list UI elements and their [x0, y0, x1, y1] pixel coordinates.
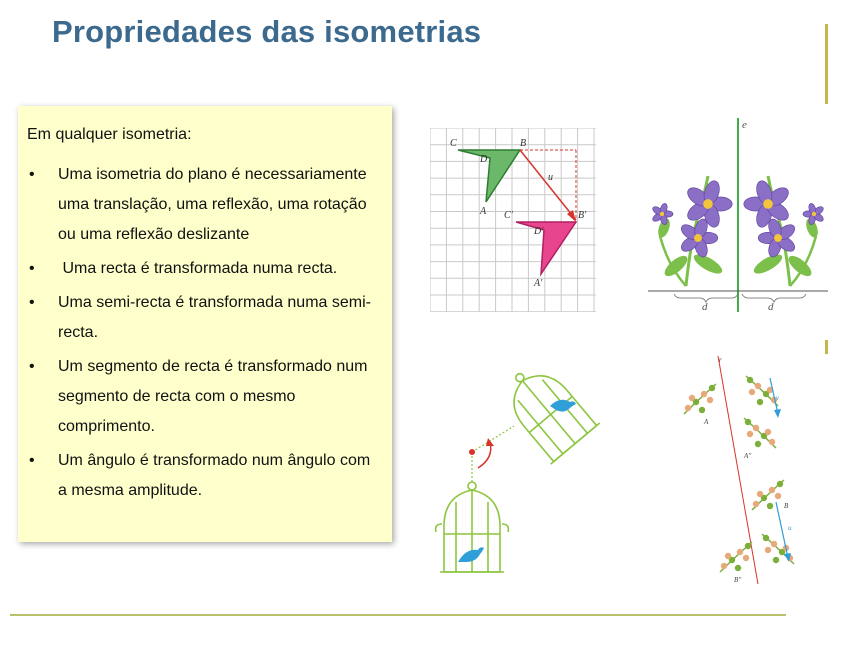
- flower-right: [744, 176, 825, 286]
- bullet-text: Um ângulo é transformado num ângulo com a mesma amplitude.: [58, 452, 371, 499]
- original-triangle: [458, 150, 520, 202]
- bullet-icon: •: [29, 358, 35, 375]
- flower-sprig: [720, 542, 752, 572]
- label-c: C: [450, 138, 457, 149]
- label-u: u: [788, 524, 792, 532]
- list-item: [18, 254, 392, 284]
- translation-figure: [430, 128, 596, 312]
- rotated-cage: [493, 356, 600, 464]
- list-item: [18, 352, 392, 442]
- bullet-text: Uma isometria do plano é necessariamente uma translação, uma reflexão, uma rotação ou uma reflexão deslizante: [58, 166, 367, 243]
- properties-box: [18, 106, 392, 542]
- label-d-prime: D': [534, 226, 544, 237]
- label-u: u: [548, 172, 553, 183]
- bullet-text: Uma recta é transformada numa recta.: [58, 260, 338, 277]
- label-c-prime: C': [504, 210, 513, 221]
- label-v: v: [776, 394, 780, 402]
- label-axis-e: e: [742, 119, 747, 131]
- rotation-figure: [432, 356, 608, 580]
- bottom-rule: [10, 614, 786, 616]
- bullet-text: Uma semi-recta é transformada numa semi-recta.: [58, 294, 371, 341]
- image-triangle: [516, 222, 576, 274]
- page-title: Propriedades das isometrias: [52, 14, 482, 49]
- bird-icon: [550, 400, 576, 412]
- label-b: B: [784, 502, 789, 510]
- label-a-prime: A': [534, 278, 543, 289]
- label-a: A: [704, 418, 709, 426]
- distance-brace: [742, 294, 806, 302]
- label-d-right: d: [768, 301, 774, 313]
- bullet-text: Um segmento de recta é transformado num segmento de recta com o mesmo comprimento.: [58, 358, 368, 435]
- accent-bar: [825, 24, 828, 104]
- flower-left: [651, 176, 732, 286]
- bullet-icon: •: [29, 452, 35, 469]
- label-d: D: [480, 154, 488, 165]
- flower-sprig: [744, 418, 776, 448]
- bullet-icon: •: [29, 260, 35, 277]
- bullet-icon: •: [29, 294, 35, 311]
- list-item: [18, 446, 392, 506]
- label-b-prime: B': [578, 210, 587, 221]
- glide-reflection-figure: [672, 352, 802, 590]
- glide-vector-arrowhead: [774, 409, 781, 418]
- accent-tick: [825, 340, 828, 354]
- rotation-guide: [472, 426, 514, 452]
- bird-icon: [458, 547, 484, 562]
- label-a-double-prime: A'': [744, 452, 752, 460]
- label-axis-r: r: [719, 356, 722, 364]
- rotation-center: [469, 449, 475, 455]
- bullet-icon: •: [29, 166, 35, 183]
- flower-sprig: [684, 384, 716, 414]
- intro-text: Em qualquer isometria:: [27, 126, 192, 143]
- label-b: B: [520, 138, 527, 149]
- label-d-left: d: [702, 301, 708, 313]
- label-a: A: [480, 206, 487, 217]
- reflection-figure: [646, 116, 830, 314]
- flower-sprig: [752, 480, 784, 510]
- list-item: [18, 160, 392, 250]
- properties-list: [18, 160, 392, 510]
- list-item: [18, 288, 392, 348]
- label-b-double-prime: B'': [734, 576, 742, 584]
